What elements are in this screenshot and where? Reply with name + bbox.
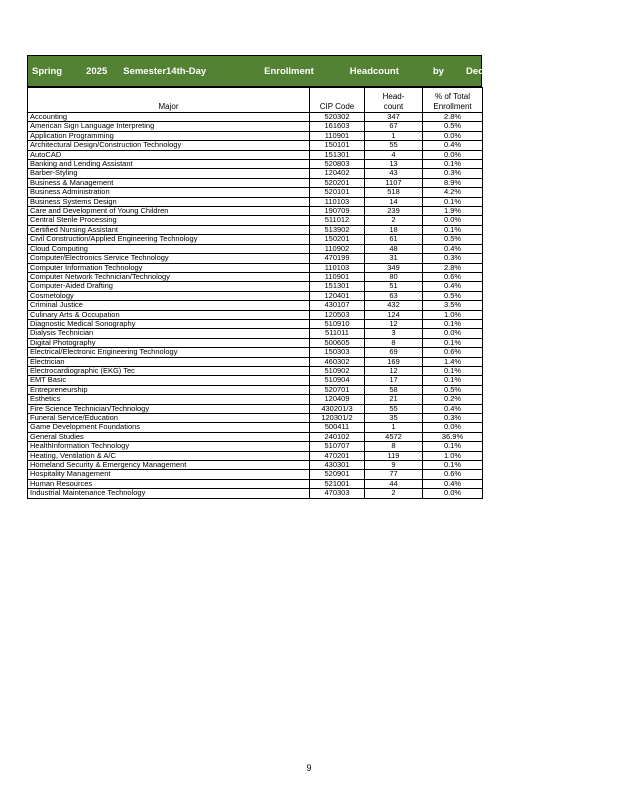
cip-cell: 470303 [310, 489, 365, 498]
table-body [28, 113, 483, 499]
table-row [28, 376, 483, 385]
pct-cell: 0.1% [423, 338, 483, 347]
major-cell: Electrical/Electronic Engineering Technology [28, 348, 310, 357]
headcount-cell: 4572 [365, 432, 423, 441]
major-cell: General Studies [28, 432, 310, 441]
cip-cell: 500411 [310, 423, 365, 432]
headcount-cell: 2 [365, 489, 423, 498]
major-cell: EMT Basic [28, 376, 310, 385]
banner-enrollment: Enrollment [264, 65, 314, 77]
pct-cell: 0.1% [423, 376, 483, 385]
headcount-cell: 2 [365, 216, 423, 225]
cip-cell: 520201 [310, 178, 365, 187]
major-cell: Computer/Electronics Service Technology [28, 254, 310, 263]
major-cell: Computer Information Technology [28, 263, 310, 272]
major-cell: Criminal Justice [28, 301, 310, 310]
headcount-cell: 80 [365, 272, 423, 281]
major-cell: Funeral Service/Education [28, 414, 310, 423]
cip-cell: 150303 [310, 348, 365, 357]
table-row [28, 254, 483, 263]
major-cell: Electrocardiographic (EKG) Tec [28, 366, 310, 375]
cip-cell: 150101 [310, 141, 365, 150]
pct-cell: 0.5% [423, 291, 483, 300]
major-cell: Homeland Security & Emergency Management [28, 461, 310, 470]
pct-cell: 8.9% [423, 178, 483, 187]
table-row [28, 395, 483, 404]
major-cell: AutoCAD [28, 150, 310, 159]
cip-cell: 510902 [310, 366, 365, 375]
cip-cell: 120401 [310, 291, 365, 300]
headcount-cell: 55 [365, 404, 423, 413]
headcount-cell: 35 [365, 414, 423, 423]
table-row [28, 244, 483, 253]
pct-cell: 0.0% [423, 150, 483, 159]
table-row [28, 263, 483, 272]
major-cell: Human Resources [28, 479, 310, 488]
headcount-cell: 8 [365, 338, 423, 347]
cip-cell: 151301 [310, 282, 365, 291]
pct-cell: 0.3% [423, 254, 483, 263]
headcount-cell: 8 [365, 442, 423, 451]
major-cell: Care and Development of Young Children [28, 207, 310, 216]
major-cell: Barber-Styling [28, 169, 310, 178]
column-header-pct-line2: Enrollment [433, 102, 472, 111]
pct-cell: 0.3% [423, 169, 483, 178]
table-row [28, 414, 483, 423]
pct-cell: 0.4% [423, 282, 483, 291]
headcount-cell: 12 [365, 319, 423, 328]
headcount-cell: 55 [365, 141, 423, 150]
banner-major: Major [534, 65, 560, 77]
pct-cell: 1.9% [423, 207, 483, 216]
cip-cell: 520302 [310, 113, 365, 122]
pct-cell: 0.1% [423, 160, 483, 169]
table-row [28, 169, 483, 178]
table-row [28, 178, 483, 187]
pct-cell: 3.5% [423, 301, 483, 310]
major-cell: Hospitality Management [28, 470, 310, 479]
major-cell: Architectural Design/Construction Technology [28, 141, 310, 150]
table-row [28, 310, 483, 319]
headcount-cell: 239 [365, 207, 423, 216]
pct-cell: 0.6% [423, 470, 483, 479]
cip-cell: 511012 [310, 216, 365, 225]
headcount-cell: 21 [365, 395, 423, 404]
cip-cell: 240102 [310, 432, 365, 441]
headcount-cell: 1 [365, 131, 423, 140]
cip-cell: 460302 [310, 357, 365, 366]
table-row [28, 225, 483, 234]
headcount-cell: 77 [365, 470, 423, 479]
major-cell: Application Programming [28, 131, 310, 140]
cip-cell: 430301 [310, 461, 365, 470]
headcount-cell: 48 [365, 244, 423, 253]
pct-cell: 0.1% [423, 197, 483, 206]
headcount-cell: 14 [365, 197, 423, 206]
cip-cell: 520101 [310, 188, 365, 197]
major-cell: Central Sterile Processing [28, 216, 310, 225]
major-cell: Computer Network Technician/Technology [28, 272, 310, 281]
headcount-cell: 17 [365, 376, 423, 385]
major-cell: Digital Photography [28, 338, 310, 347]
table-row [28, 207, 483, 216]
cip-cell: 513902 [310, 225, 365, 234]
table-row [28, 404, 483, 413]
column-header-headcount-line1: Head- [382, 92, 405, 101]
major-cell: Electrician [28, 357, 310, 366]
major-cell: Industrial Maintenance Technology [28, 489, 310, 498]
major-cell: Fire Science Technician/Technology [28, 404, 310, 413]
pct-cell: 0.5% [423, 235, 483, 244]
cip-cell: 120409 [310, 395, 365, 404]
table-row [28, 235, 483, 244]
headcount-cell: 1 [365, 423, 423, 432]
report-title-banner [27, 55, 560, 87]
table-row [28, 141, 483, 150]
cip-cell: 110901 [310, 272, 365, 281]
headcount-cell: 44 [365, 479, 423, 488]
pct-cell: 4.2% [423, 188, 483, 197]
cip-cell: 520901 [310, 470, 365, 479]
pct-cell: 0.1% [423, 461, 483, 470]
pct-cell: 0.1% [423, 319, 483, 328]
column-header-pct-line1: % of Total [435, 92, 470, 101]
pct-cell: 0.6% [423, 272, 483, 281]
cip-cell: 520803 [310, 160, 365, 169]
cip-cell: 120402 [310, 169, 365, 178]
banner-term: Spring [32, 65, 63, 77]
headcount-cell: 69 [365, 348, 423, 357]
headcount-cell: 119 [365, 451, 423, 460]
headcount-cell: 349 [365, 263, 423, 272]
cip-cell: 521001 [310, 479, 365, 488]
table-row [28, 197, 483, 206]
pct-cell: 0.4% [423, 479, 483, 488]
column-header-headcount-line2: count [383, 102, 404, 111]
table-row [28, 366, 483, 375]
cip-cell: 510707 [310, 442, 365, 451]
major-cell: Culinary Arts & Occupation [28, 310, 310, 319]
table-row [28, 479, 483, 488]
table-row [28, 113, 483, 122]
table-row [28, 423, 483, 432]
table-row [28, 489, 483, 498]
table-row [28, 122, 483, 131]
banner-headcount: Headcount [349, 65, 399, 77]
table-row [28, 357, 483, 366]
major-cell: HealthInformation Technology [28, 442, 310, 451]
headcount-cell: 43 [365, 169, 423, 178]
pct-cell: 0.4% [423, 404, 483, 413]
pct-cell: 0.0% [423, 329, 483, 338]
major-cell: Civil Construction/Applied Engineering Technology [28, 235, 310, 244]
headcount-cell: 67 [365, 122, 423, 131]
pct-cell: 0.3% [423, 414, 483, 423]
major-cell: Game Development Foundations [28, 423, 310, 432]
table-row [28, 291, 483, 300]
major-cell: Heating, Ventilation & A/C [28, 451, 310, 460]
headcount-cell: 31 [365, 254, 423, 263]
pct-cell: 1.0% [423, 310, 483, 319]
table-row [28, 348, 483, 357]
table-row [28, 131, 483, 140]
banner-declared: Declared [465, 65, 507, 77]
major-cell: Esthetics [28, 395, 310, 404]
cip-cell: 511011 [310, 329, 365, 338]
cip-cell: 430107 [310, 301, 365, 310]
headcount-cell: 432 [365, 301, 423, 310]
table-row [28, 282, 483, 291]
pct-cell: 0.5% [423, 122, 483, 131]
banner-by: by [432, 65, 444, 77]
headcount-cell: 518 [365, 188, 423, 197]
table-row [28, 338, 483, 347]
cip-cell: 161603 [310, 122, 365, 131]
cip-cell: 470199 [310, 254, 365, 263]
headcount-cell: 13 [365, 160, 423, 169]
cip-cell: 110901 [310, 131, 365, 140]
cip-cell: 150201 [310, 235, 365, 244]
pct-cell: 0.4% [423, 244, 483, 253]
table-header-row [28, 88, 483, 113]
cip-cell: 520701 [310, 385, 365, 394]
page-number: 9 [306, 763, 312, 773]
headcount-cell: 1107 [365, 178, 423, 187]
pct-cell: 0.4% [423, 141, 483, 150]
enrollment-sheet [27, 55, 560, 499]
table-row [28, 160, 483, 169]
headcount-cell: 61 [365, 235, 423, 244]
major-cell: Certified Nursing Assistant [28, 225, 310, 234]
pct-cell: 2.8% [423, 263, 483, 272]
column-header-major: Major [28, 88, 310, 113]
major-cell: Business Systems Design [28, 197, 310, 206]
pct-cell: 0.1% [423, 225, 483, 234]
headcount-cell: 169 [365, 357, 423, 366]
table-row [28, 150, 483, 159]
major-cell: Dialysis Technician [28, 329, 310, 338]
headcount-cell: 4 [365, 150, 423, 159]
banner-semester: Semester14th-Day [123, 65, 207, 77]
banner-year: 2025 [86, 65, 108, 77]
table-row [28, 272, 483, 281]
table-row [28, 301, 483, 310]
major-cell: Cosmetology [28, 291, 310, 300]
table-row [28, 216, 483, 225]
major-cell: Diagnostic Medical Sonography [28, 319, 310, 328]
cip-cell: 190709 [310, 207, 365, 216]
pct-cell: 1.4% [423, 357, 483, 366]
cip-cell: 510904 [310, 376, 365, 385]
cip-cell: 110103 [310, 263, 365, 272]
major-cell: American Sign Language Interpreting [28, 122, 310, 131]
pct-cell: 0.1% [423, 442, 483, 451]
pct-cell: 0.2% [423, 395, 483, 404]
cip-cell: 510910 [310, 319, 365, 328]
pct-cell: 0.0% [423, 423, 483, 432]
headcount-cell: 12 [365, 366, 423, 375]
table-row [28, 385, 483, 394]
headcount-cell: 58 [365, 385, 423, 394]
table-row [28, 432, 483, 441]
headcount-cell: 51 [365, 282, 423, 291]
pct-cell: 0.1% [423, 366, 483, 375]
headcount-cell: 3 [365, 329, 423, 338]
cip-cell: 120503 [310, 310, 365, 319]
column-header-pct [423, 88, 483, 113]
column-header-headcount [365, 88, 423, 113]
cip-cell: 470201 [310, 451, 365, 460]
enrollment-table [27, 87, 483, 499]
pct-cell: 2.8% [423, 113, 483, 122]
pct-cell: 0.0% [423, 131, 483, 140]
major-cell: Business & Management [28, 178, 310, 187]
headcount-cell: 63 [365, 291, 423, 300]
table-row [28, 461, 483, 470]
major-cell: Cloud Computing [28, 244, 310, 253]
headcount-cell: 9 [365, 461, 423, 470]
major-cell: Accounting [28, 113, 310, 122]
headcount-cell: 347 [365, 113, 423, 122]
cip-cell: 110103 [310, 197, 365, 206]
table-row [28, 329, 483, 338]
major-cell: Banking and Lending Assistant [28, 160, 310, 169]
headcount-cell: 18 [365, 225, 423, 234]
cip-cell: 110902 [310, 244, 365, 253]
cip-cell: 120301/2 [310, 414, 365, 423]
pct-cell: 0.0% [423, 216, 483, 225]
column-header-cip: CIP Code [310, 88, 365, 113]
table-row [28, 442, 483, 451]
cip-cell: 500605 [310, 338, 365, 347]
pct-cell: 0.5% [423, 385, 483, 394]
major-cell: Business Administration [28, 188, 310, 197]
table-row [28, 451, 483, 460]
cip-cell: 430201/3 [310, 404, 365, 413]
major-cell: Entrepreneurship [28, 385, 310, 394]
pct-cell: 36.9% [423, 432, 483, 441]
table-row [28, 319, 483, 328]
cip-cell: 151301 [310, 150, 365, 159]
pct-cell: 1.0% [423, 451, 483, 460]
pct-cell: 0.6% [423, 348, 483, 357]
pct-cell: 0.0% [423, 489, 483, 498]
headcount-cell: 124 [365, 310, 423, 319]
major-cell: Computer-Aided Drafting [28, 282, 310, 291]
table-row [28, 188, 483, 197]
table-row [28, 470, 483, 479]
